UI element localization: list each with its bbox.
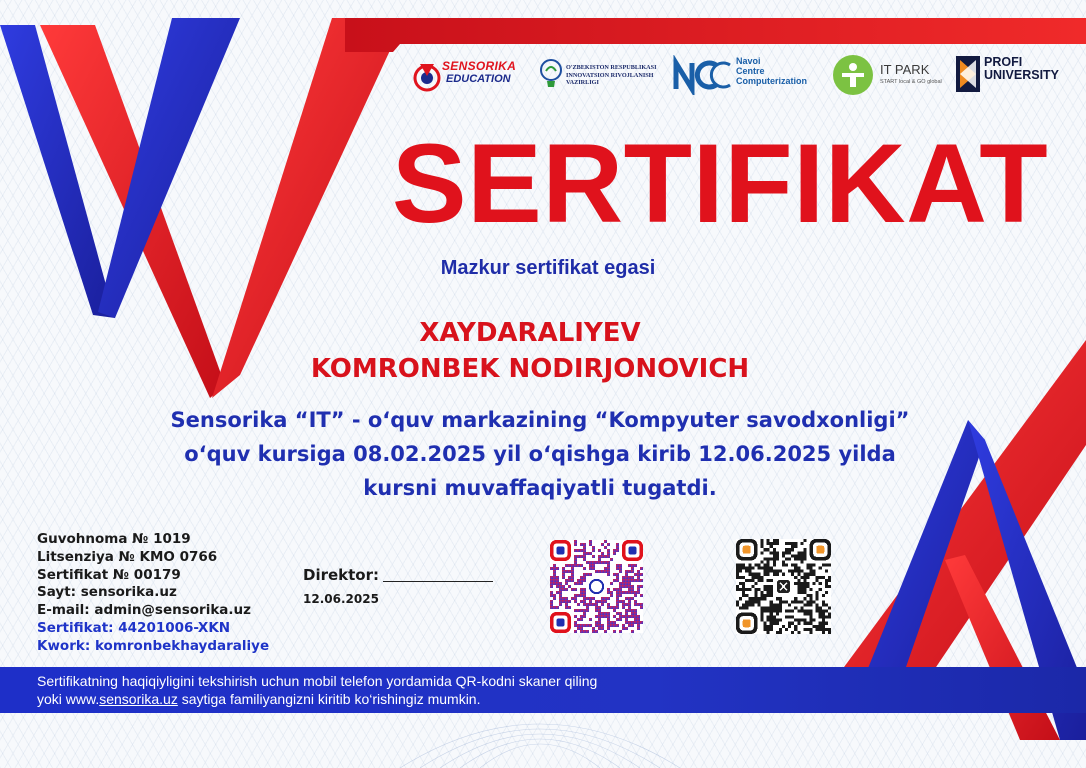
innovation-ministry-logo (538, 52, 668, 98)
footer-note-line1: Sertifikatning haqiqiyligini tekshirish uchun mobil telefon yordamida QR-kodni skaner qiling (37, 673, 598, 689)
qr-code-kwork[interactable] (736, 539, 831, 634)
website: Sayt: sensorika.uz (37, 584, 177, 601)
sensorika-logo-line1: SENSORIKA (442, 59, 517, 73)
sertifikat-number: Sertifikat № 00179 (37, 566, 181, 583)
qr-code-sensorika[interactable] (550, 540, 643, 633)
partner-logos (412, 52, 1080, 98)
navoi-line1: Navoi (736, 56, 761, 66)
footer-prefix: yoki www. (37, 691, 100, 707)
footer-note-line2 (37, 691, 480, 707)
navoi-line2: Centre (736, 66, 765, 76)
itpark-logo (832, 52, 952, 98)
sensorika-logo (412, 52, 530, 98)
certificate-info (37, 531, 269, 656)
profi-emblem-icon (956, 56, 980, 92)
navoi-centre-text (736, 56, 807, 86)
certificate-subtitle: Mazkur sertifikat egasi (440, 257, 656, 279)
litsenziya-number: Litsenziya № KMO 0766 (37, 548, 218, 565)
director-label: Direktor: (303, 566, 380, 584)
director-date: 12.06.2025 (303, 592, 379, 606)
guilloche-curves (400, 724, 680, 768)
navoi-line3: Computerization (736, 76, 807, 86)
profi-text (984, 56, 1059, 82)
sertifikat-id: Sertifikat: 44201006-XKN (37, 619, 231, 636)
innovation-ministry-text: O'ZBEKISTON RESPUBLIKASI INNOVATSION RIVOJLANISH VAZIRLIGI (566, 64, 657, 86)
profi-university-logo (956, 52, 1080, 98)
sensorika-emblem-icon (412, 56, 442, 96)
itpark-line2: START local & GO global (880, 79, 942, 85)
lightbulb-icon (538, 57, 564, 93)
director-signature (303, 566, 493, 584)
top-red-bar (345, 18, 1086, 52)
footer-website-link[interactable]: sensorika.uz (99, 691, 178, 707)
kwork-profile: Kwork: komronbekhaydaraliye (37, 637, 270, 654)
sensorika-logo-line2: EDUCATION (446, 73, 511, 85)
itpark-emblem-icon (832, 54, 874, 96)
signature-line (383, 568, 493, 582)
description-line-3: kursni muvaffaqiyatli tugatdi. (363, 476, 717, 500)
description-line-2: o‘quv kursiga 08.02.2025 yil o‘qishga kirib 12.06.2025 yilda (184, 442, 896, 466)
email: E-mail: admin@sensorika.uz (37, 602, 252, 619)
description-line-1: Sensorika “IT” - o‘quv markazining “Kompyuter savodxonligi” (170, 408, 910, 432)
itpark-line1: IT PARK (880, 62, 930, 77)
profi-line1: PROFI (984, 55, 1023, 69)
holder-surname: XAYDARALIYEV (419, 318, 641, 348)
holder-given-name: KOMRONBEK NODIRJONOVICH (310, 354, 750, 384)
navoi-centre-logo (672, 52, 832, 98)
profi-line2: UNIVERSITY (984, 68, 1060, 82)
ncc-emblem-icon (672, 55, 734, 95)
certificate-title: SERTIFIKAT (391, 121, 1049, 246)
footer-suffix: saytiga familiyangizni kiritib ko‘rishingiz mumkin. (177, 691, 481, 707)
guvohnoma-number: Guvohnoma № 1019 (37, 531, 191, 547)
